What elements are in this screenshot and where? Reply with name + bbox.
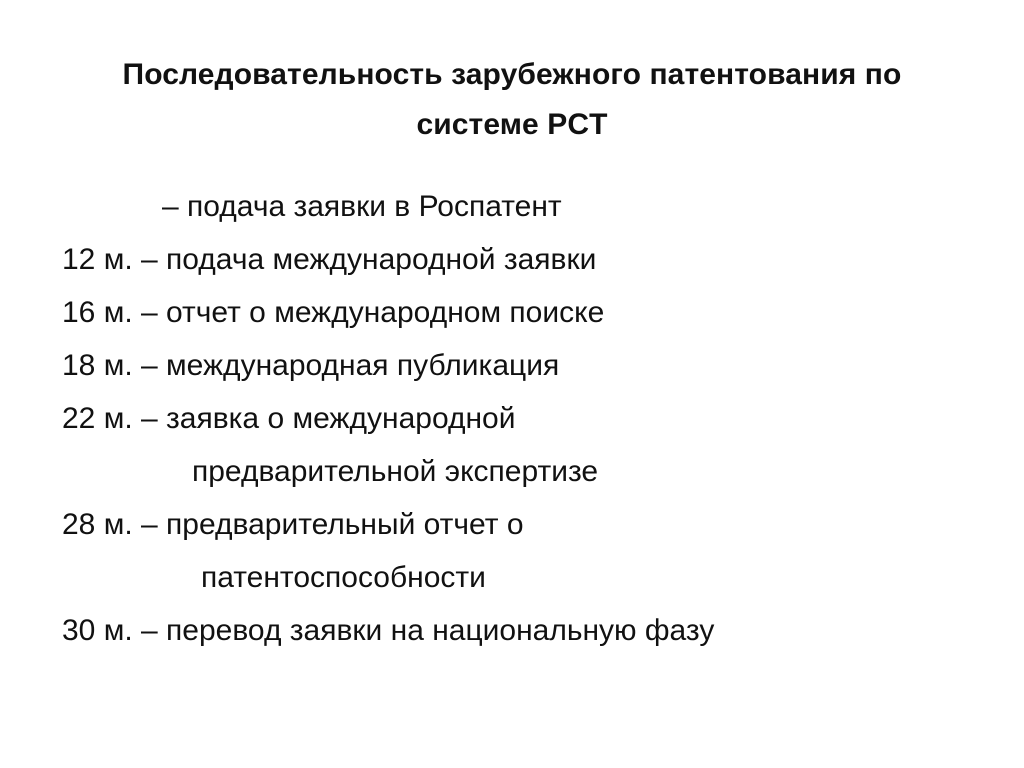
timeline-item-30m: 30 м. – перевод заявки на национальную фазу <box>62 614 715 647</box>
timeline-list <box>62 180 982 657</box>
slide-title <box>40 50 984 150</box>
timeline-item-18m: 18 м. – международная публикация <box>62 349 560 382</box>
timeline-item-28m-continued: патентоспособности <box>201 561 486 594</box>
timeline-item-12m: 12 м. – подача международной заявки <box>62 243 597 276</box>
timeline-item-28m: 28 м. – предварительный отчет о <box>62 508 524 541</box>
slide-title-line-2: системе PCT <box>416 108 608 141</box>
slide-title-line-1: Последовательность зарубежного патентования по <box>122 58 902 91</box>
timeline-item-rospatent: – подача заявки в Роспатент <box>162 190 562 223</box>
timeline-item-22m: 22 м. – заявка о международной <box>62 402 516 435</box>
timeline-item-16m: 16 м. – отчет о международном поиске <box>62 296 605 329</box>
timeline-item-22m-continued: предварительной экспертизе <box>192 455 599 488</box>
